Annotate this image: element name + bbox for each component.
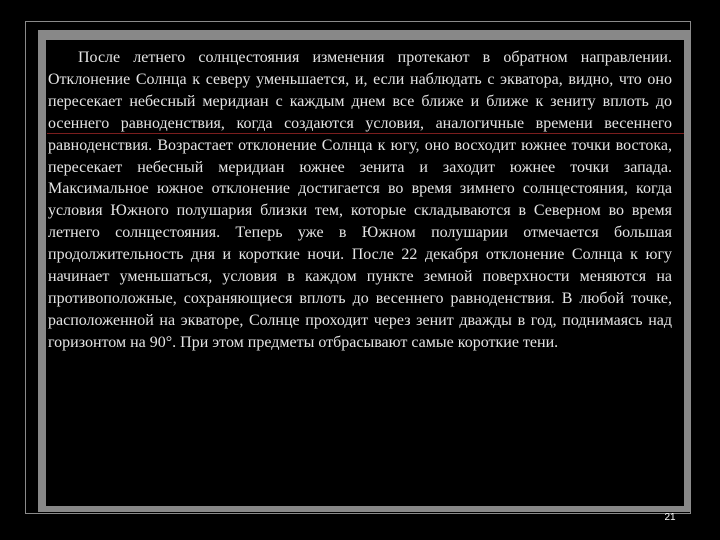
page-number: 21 — [664, 512, 676, 523]
body-paragraph: После летнего солнцестояния изменения протекают в обратном направлении. Отклонение Солнца к северу уменьшается, и, если наблюдать с экватора, видно, что оно пересекает небесный меридиан с каждым днем все ближе и ближе к зениту вплоть до осеннего равноденствия, когда создаются условия, аналогичные времени весеннего равноденствия. Возрастает отклонение Солнца к югу, оно восходит южнее точки востока, пересекает небесный меридиан южнее зенита и заходит южнее точки запада. Максимальное южное отклонение достигается во время зимнего солнцестояния, когда условия Южного полушария близки тем, которые складываются в Северном во время летнего солнцестояния. Теперь уже в Южном полушарии отмечается большая продолжительность дня и короткие ночи. После 22 декабря отклонение Солнца к югу начинает уменьшаться, условия в каждом пункте земной поверхности меняются на противоположные, сохраняющиеся вплоть до весеннего равноденствия. В любой точке, расположенной на экваторе, Солнце проходит через зенит дважды в год, поднимаясь над горизонтом на 90°. При этом предметы отбрасывают самые короткие тени. — [48, 49, 672, 351]
